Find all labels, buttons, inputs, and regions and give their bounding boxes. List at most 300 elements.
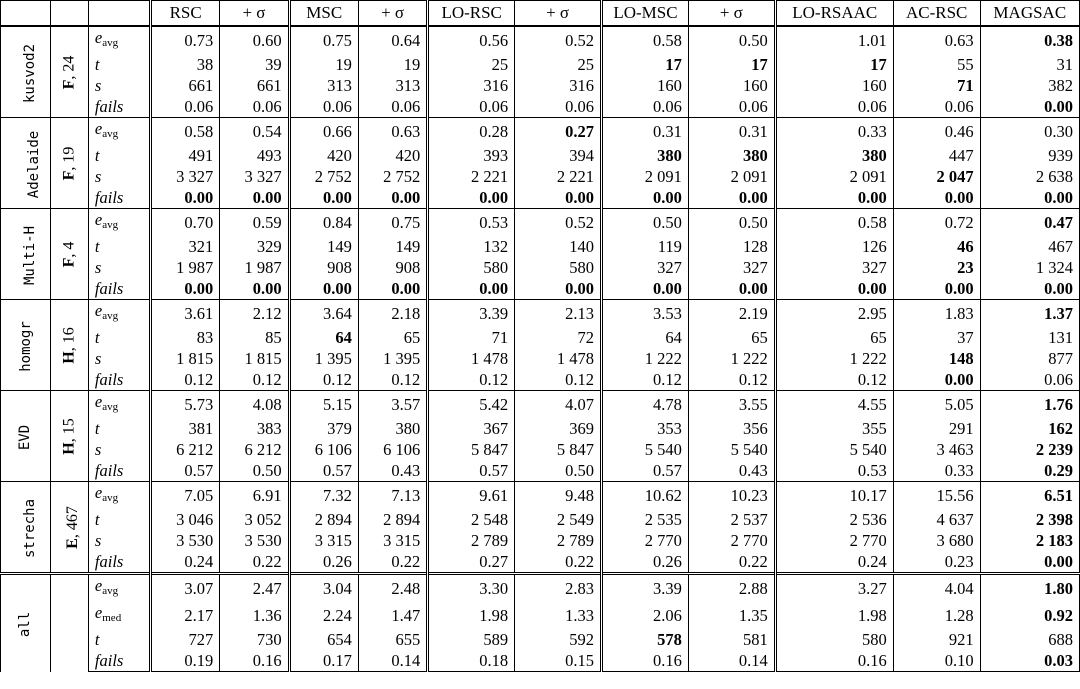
value-cell: 0.28	[428, 118, 515, 146]
metric-symbol: fails	[94, 552, 124, 571]
value-cell: 2 239	[980, 439, 1079, 460]
metric-label	[88, 530, 150, 551]
value-cell: 6 212	[150, 439, 219, 460]
metric-symbol: t	[94, 146, 100, 165]
value-cell: 149	[358, 236, 427, 257]
value-cell: 0.15	[515, 650, 602, 672]
value-cell: 0.52	[515, 26, 602, 54]
metric-label	[88, 300, 150, 328]
table-row	[1, 551, 1080, 574]
value-cell: 1 815	[150, 348, 219, 369]
value-cell: 132	[428, 236, 515, 257]
value-cell: 0.16	[220, 650, 289, 672]
value-cell: 64	[289, 327, 358, 348]
dataset-name: Multi-H	[22, 225, 39, 285]
value-cell: 0.24	[775, 551, 893, 574]
value-cell: 140	[515, 236, 602, 257]
value-cell: 380	[602, 145, 689, 166]
metric-label	[88, 439, 150, 460]
table-row	[1, 75, 1080, 96]
metric-subscript: med	[102, 612, 122, 624]
value-cell: 126	[775, 236, 893, 257]
value-cell: 0.06	[893, 96, 980, 118]
value-cell: 7.32	[289, 482, 358, 510]
value-cell: 0.75	[289, 26, 358, 54]
value-cell: 3.07	[150, 574, 219, 603]
metric-label	[88, 460, 150, 482]
value-cell: 467	[980, 236, 1079, 257]
value-cell: 2 894	[289, 509, 358, 530]
value-cell: 4.55	[775, 391, 893, 419]
metric-symbol: fails	[94, 279, 124, 298]
value-cell: 0.24	[150, 551, 219, 574]
value-cell: 0.18	[428, 650, 515, 672]
table-row	[1, 278, 1080, 300]
value-cell: 730	[220, 629, 289, 650]
value-cell: 3.53	[602, 300, 689, 328]
header-row	[1, 1, 1080, 27]
value-cell: 17	[602, 54, 689, 75]
value-cell: 3 530	[150, 530, 219, 551]
column-header: LO-RSAAC	[775, 1, 893, 27]
dataset-name: homogr	[17, 320, 34, 372]
value-cell: 0.56	[428, 26, 515, 54]
value-cell: 493	[220, 145, 289, 166]
table-row	[1, 348, 1080, 369]
metric-symbol: fails	[94, 370, 124, 389]
value-cell: 0.14	[688, 650, 775, 672]
value-cell: 2 091	[602, 166, 689, 187]
value-cell: 1 222	[602, 348, 689, 369]
value-cell: 2 770	[775, 530, 893, 551]
value-cell: 6 106	[358, 439, 427, 460]
value-cell: 0.31	[688, 118, 775, 146]
value-cell: 71	[428, 327, 515, 348]
value-cell: 0.00	[220, 278, 289, 300]
metric-symbol: s	[94, 440, 102, 459]
value-cell: 0.00	[150, 278, 219, 300]
table-row	[1, 574, 1080, 603]
value-cell: 0.00	[289, 187, 358, 209]
metric-subscript: avg	[102, 401, 119, 413]
value-cell: 9.48	[515, 482, 602, 510]
value-cell: 0.63	[893, 26, 980, 54]
table-row	[1, 391, 1080, 419]
value-cell: 581	[688, 629, 775, 650]
value-cell: 0.19	[150, 650, 219, 672]
value-cell: 3 315	[289, 530, 358, 551]
value-cell: 0.33	[893, 460, 980, 482]
value-cell: 0.06	[602, 96, 689, 118]
value-cell: 9.61	[428, 482, 515, 510]
value-cell: 3 463	[893, 439, 980, 460]
value-cell: 5.05	[893, 391, 980, 419]
value-cell: 3 315	[358, 530, 427, 551]
metric-symbol: fails	[94, 97, 124, 116]
model-count-cell	[50, 300, 88, 391]
value-cell: 5.42	[428, 391, 515, 419]
value-cell: 0.00	[515, 187, 602, 209]
image-pair-count: , 16	[60, 327, 78, 352]
dataset-name-cell	[1, 482, 51, 574]
value-cell: 0.57	[428, 460, 515, 482]
value-cell: 381	[150, 418, 219, 439]
value-cell: 17	[688, 54, 775, 75]
value-cell: 0.22	[515, 551, 602, 574]
value-cell: 1.33	[515, 602, 602, 629]
metric-label	[88, 574, 150, 603]
value-cell: 72	[515, 327, 602, 348]
value-cell: 0.92	[980, 602, 1079, 629]
image-pair-count: , 15	[60, 418, 78, 443]
metric-symbol: e	[94, 576, 103, 595]
value-cell: 1.83	[893, 300, 980, 328]
table-row	[1, 327, 1080, 348]
model-count-cell	[50, 574, 88, 672]
table-row	[1, 118, 1080, 146]
metric-label	[88, 187, 150, 209]
metric-symbol: s	[94, 349, 102, 368]
value-cell: 0.30	[980, 118, 1079, 146]
metric-subscript: avg	[102, 492, 119, 504]
metric-subscript: avg	[102, 128, 119, 140]
value-cell: 321	[150, 236, 219, 257]
dataset-name-cell	[1, 118, 51, 209]
value-cell: 380	[358, 418, 427, 439]
value-cell: 0.03	[980, 650, 1079, 672]
table-row	[1, 439, 1080, 460]
value-cell: 2.95	[775, 300, 893, 328]
dataset-name: Adelaide	[26, 130, 43, 198]
value-cell: 149	[289, 236, 358, 257]
value-cell: 580	[428, 257, 515, 278]
value-cell: 25	[515, 54, 602, 75]
value-cell: 921	[893, 629, 980, 650]
value-cell: 3 052	[220, 509, 289, 530]
value-cell: 5 540	[602, 439, 689, 460]
value-cell: 0.50	[515, 460, 602, 482]
value-cell: 0.00	[358, 278, 427, 300]
table-row	[1, 460, 1080, 482]
metric-label	[88, 236, 150, 257]
value-cell: 3.64	[289, 300, 358, 328]
value-cell: 0.12	[428, 369, 515, 391]
value-cell: 0.84	[289, 209, 358, 237]
table-row	[1, 369, 1080, 391]
model-type: E	[63, 538, 81, 549]
value-cell: 5.73	[150, 391, 219, 419]
value-cell: 589	[428, 629, 515, 650]
value-cell: 6.51	[980, 482, 1079, 510]
column-header: MSC	[289, 1, 358, 27]
value-cell: 2 535	[602, 509, 689, 530]
value-cell: 4.78	[602, 391, 689, 419]
value-cell: 0.00	[602, 187, 689, 209]
value-cell: 0.57	[150, 460, 219, 482]
metric-subscript: avg	[102, 585, 119, 597]
value-cell: 0.27	[428, 551, 515, 574]
value-cell: 0.14	[358, 650, 427, 672]
value-cell: 3 327	[150, 166, 219, 187]
value-cell: 0.53	[775, 460, 893, 482]
value-cell: 908	[358, 257, 427, 278]
value-cell: 2.17	[150, 602, 219, 629]
value-cell: 0.00	[688, 278, 775, 300]
model-type: F	[60, 170, 78, 181]
metric-label	[88, 26, 150, 54]
value-cell: 2 221	[515, 166, 602, 187]
value-cell: 0.47	[980, 209, 1079, 237]
dataset-name-cell	[1, 300, 51, 391]
value-cell: 3.55	[688, 391, 775, 419]
value-cell: 2.06	[602, 602, 689, 629]
value-cell: 0.16	[602, 650, 689, 672]
value-cell: 0.00	[358, 187, 427, 209]
table-row	[1, 482, 1080, 510]
value-cell: 3 680	[893, 530, 980, 551]
value-cell: 383	[220, 418, 289, 439]
value-cell: 0.46	[893, 118, 980, 146]
model-count-cell	[50, 391, 88, 482]
value-cell: 0.00	[893, 369, 980, 391]
value-cell: 939	[980, 145, 1079, 166]
value-cell: 313	[358, 75, 427, 96]
value-cell: 2 894	[358, 509, 427, 530]
column-header: + σ	[688, 1, 775, 27]
value-cell: 148	[893, 348, 980, 369]
value-cell: 1 478	[428, 348, 515, 369]
metric-label	[88, 509, 150, 530]
value-cell: 393	[428, 145, 515, 166]
value-cell: 2.88	[688, 574, 775, 603]
value-cell: 0.75	[358, 209, 427, 237]
column-header: + σ	[358, 1, 427, 27]
metric-symbol: t	[94, 328, 100, 347]
value-cell: 661	[220, 75, 289, 96]
value-cell: 160	[602, 75, 689, 96]
value-cell: 0.17	[289, 650, 358, 672]
value-cell: 19	[289, 54, 358, 75]
value-cell: 367	[428, 418, 515, 439]
image-pair-count: , 4	[60, 241, 78, 258]
value-cell: 2 221	[428, 166, 515, 187]
value-cell: 654	[289, 629, 358, 650]
value-cell: 0.50	[688, 26, 775, 54]
value-cell: 0.22	[220, 551, 289, 574]
metric-label	[88, 145, 150, 166]
value-cell: 2 770	[602, 530, 689, 551]
value-cell: 0.29	[980, 460, 1079, 482]
dataset-name: EVD	[16, 424, 33, 450]
value-cell: 1.76	[980, 391, 1079, 419]
value-cell: 0.53	[428, 209, 515, 237]
value-cell: 0.12	[150, 369, 219, 391]
value-cell: 0.43	[688, 460, 775, 482]
value-cell: 0.58	[150, 118, 219, 146]
metric-symbol: e	[94, 210, 103, 229]
value-cell: 64	[602, 327, 689, 348]
value-cell: 0.00	[220, 187, 289, 209]
table-row	[1, 209, 1080, 237]
metric-label	[88, 482, 150, 510]
value-cell: 0.59	[220, 209, 289, 237]
value-cell: 1.28	[893, 602, 980, 629]
value-cell: 0.63	[358, 118, 427, 146]
value-cell: 0.00	[775, 278, 893, 300]
value-cell: 0.50	[688, 209, 775, 237]
value-cell: 5 847	[428, 439, 515, 460]
value-cell: 19	[358, 54, 427, 75]
table-row	[1, 602, 1080, 629]
table-row	[1, 629, 1080, 650]
value-cell: 1.98	[775, 602, 893, 629]
value-cell: 119	[602, 236, 689, 257]
model-type: F	[60, 79, 78, 90]
value-cell: 0.06	[688, 96, 775, 118]
metric-label	[88, 348, 150, 369]
metric-label	[88, 391, 150, 419]
model-count-cell	[50, 26, 88, 118]
value-cell: 3.61	[150, 300, 219, 328]
value-cell: 355	[775, 418, 893, 439]
table-row	[1, 187, 1080, 209]
value-cell: 688	[980, 629, 1079, 650]
value-cell: 0.00	[980, 187, 1079, 209]
value-cell: 0.06	[289, 96, 358, 118]
value-cell: 0.12	[289, 369, 358, 391]
table-row	[1, 418, 1080, 439]
value-cell: 1 222	[688, 348, 775, 369]
metric-symbol: fails	[94, 651, 124, 670]
value-cell: 0.38	[980, 26, 1079, 54]
value-cell: 0.72	[893, 209, 980, 237]
value-cell: 1.01	[775, 26, 893, 54]
model-count	[59, 56, 80, 90]
value-cell: 2 047	[893, 166, 980, 187]
value-cell: 0.00	[289, 278, 358, 300]
value-cell: 2 091	[688, 166, 775, 187]
value-cell: 2 789	[428, 530, 515, 551]
value-cell: 0.58	[775, 209, 893, 237]
value-cell: 353	[602, 418, 689, 439]
header-empty-cell	[50, 1, 88, 27]
value-cell: 291	[893, 418, 980, 439]
value-cell: 6 106	[289, 439, 358, 460]
model-type: F	[60, 257, 78, 268]
value-cell: 0.10	[893, 650, 980, 672]
value-cell: 2 398	[980, 509, 1079, 530]
table-row	[1, 54, 1080, 75]
value-cell: 0.00	[980, 96, 1079, 118]
value-cell: 877	[980, 348, 1079, 369]
value-cell: 5 540	[688, 439, 775, 460]
value-cell: 2.19	[688, 300, 775, 328]
value-cell: 31	[980, 54, 1079, 75]
metric-label	[88, 166, 150, 187]
value-cell: 5 540	[775, 439, 893, 460]
value-cell: 10.23	[688, 482, 775, 510]
value-cell: 0.64	[358, 26, 427, 54]
value-cell: 420	[358, 145, 427, 166]
metric-label	[88, 257, 150, 278]
metric-label	[88, 54, 150, 75]
value-cell: 0.06	[220, 96, 289, 118]
value-cell: 661	[150, 75, 219, 96]
column-header: LO-RSC	[428, 1, 515, 27]
value-cell: 0.00	[515, 278, 602, 300]
value-cell: 71	[893, 75, 980, 96]
value-cell: 0.00	[688, 187, 775, 209]
value-cell: 0.00	[150, 187, 219, 209]
value-cell: 0.57	[289, 460, 358, 482]
model-count-cell	[50, 482, 88, 574]
metric-symbol: e	[94, 119, 103, 138]
model-count	[59, 418, 80, 454]
value-cell: 2 183	[980, 530, 1079, 551]
value-cell: 0.12	[688, 369, 775, 391]
value-cell: 1 222	[775, 348, 893, 369]
value-cell: 15.56	[893, 482, 980, 510]
metric-label	[88, 369, 150, 391]
value-cell: 356	[688, 418, 775, 439]
metric-label	[88, 602, 150, 629]
metric-label	[88, 278, 150, 300]
value-cell: 2.24	[289, 602, 358, 629]
value-cell: 447	[893, 145, 980, 166]
value-cell: 4 637	[893, 509, 980, 530]
value-cell: 0.22	[688, 551, 775, 574]
value-cell: 83	[150, 327, 219, 348]
model-type: H	[60, 351, 78, 364]
value-cell: 2 752	[358, 166, 427, 187]
model-count	[59, 147, 80, 181]
value-cell: 1 395	[289, 348, 358, 369]
metric-label	[88, 551, 150, 574]
header-empty-cell	[1, 1, 51, 27]
value-cell: 327	[775, 257, 893, 278]
value-cell: 0.54	[220, 118, 289, 146]
model-count	[59, 327, 80, 363]
value-cell: 23	[893, 257, 980, 278]
value-cell: 2 091	[775, 166, 893, 187]
value-cell: 5.15	[289, 391, 358, 419]
metric-symbol: fails	[94, 461, 124, 480]
value-cell: 0.57	[602, 460, 689, 482]
value-cell: 1.98	[428, 602, 515, 629]
value-cell: 0.00	[893, 278, 980, 300]
value-cell: 0.50	[602, 209, 689, 237]
metric-label	[88, 327, 150, 348]
column-header: LO-MSC	[602, 1, 689, 27]
table-row	[1, 236, 1080, 257]
value-cell: 0.12	[515, 369, 602, 391]
dataset-name: kusvod2	[22, 43, 39, 103]
value-cell: 160	[688, 75, 775, 96]
value-cell: 580	[515, 257, 602, 278]
column-header: AC-RSC	[893, 1, 980, 27]
value-cell: 327	[602, 257, 689, 278]
value-cell: 908	[289, 257, 358, 278]
value-cell: 0.12	[602, 369, 689, 391]
value-cell: 0.00	[775, 187, 893, 209]
image-pair-count: , 24	[60, 55, 78, 80]
metric-symbol: t	[94, 630, 100, 649]
value-cell: 327	[688, 257, 775, 278]
value-cell: 0.06	[515, 96, 602, 118]
value-cell: 329	[220, 236, 289, 257]
value-cell: 3.30	[428, 574, 515, 603]
metric-symbol: s	[94, 167, 102, 186]
